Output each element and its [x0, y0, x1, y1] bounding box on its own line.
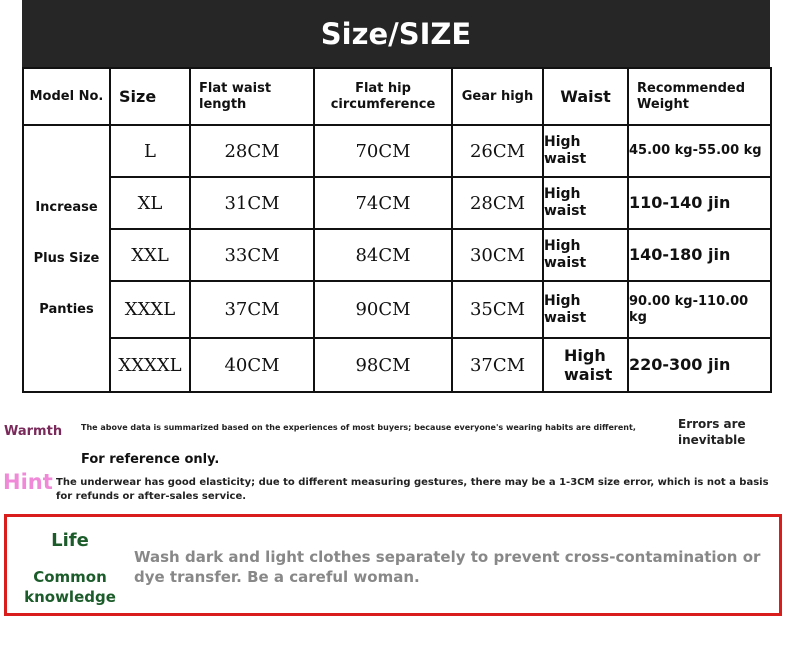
- waist-cell: High waist: [543, 338, 628, 392]
- table-row: [23, 125, 771, 177]
- size-cell: XL: [110, 177, 190, 229]
- size-cell: XXXXL: [110, 338, 190, 392]
- hint-text: The underwear has good elasticity; due to different measuring gestures, there may be a 1-3CM size error, which is not a basis for refunds or after-sales service.: [56, 477, 769, 502]
- model-line: Increase: [35, 200, 98, 215]
- size-cell: L: [110, 125, 190, 177]
- waist-length-cell: 31CM: [190, 177, 314, 229]
- weight-cell: 110-140 jin: [628, 177, 771, 229]
- size-cell: XXXL: [110, 281, 190, 338]
- table-row: [23, 338, 771, 392]
- table-header-row: [23, 68, 771, 125]
- hip-cell: 84CM: [314, 229, 452, 281]
- gear-cell: 30CM: [452, 229, 543, 281]
- waist-length-cell: 37CM: [190, 281, 314, 338]
- warmth-label: Warmth: [4, 424, 63, 439]
- size-table: [22, 67, 772, 393]
- table-row: [23, 281, 771, 338]
- waist-length-cell: 33CM: [190, 229, 314, 281]
- gear-cell: 35CM: [452, 281, 543, 338]
- header-size: Size: [110, 68, 190, 125]
- waist-cell: High waist: [543, 177, 628, 229]
- weight-cell: 220-300 jin: [628, 338, 771, 392]
- hint-label: Hint: [3, 470, 53, 494]
- header-gear-high: Gear high: [452, 68, 543, 125]
- waist-cell: High waist: [543, 281, 628, 338]
- model-cell: [23, 125, 110, 392]
- waist-length-cell: 40CM: [190, 338, 314, 392]
- life-subtitle: Common knowledge: [24, 568, 116, 606]
- header-waist: Waist: [543, 68, 628, 125]
- life-title: Life: [51, 530, 89, 551]
- model-line: Plus Size: [33, 251, 100, 266]
- header-model-no: Model No.: [23, 68, 110, 125]
- hip-cell: 74CM: [314, 177, 452, 229]
- table-row: [23, 177, 771, 229]
- errors-text: Errors are inevitable: [678, 417, 746, 447]
- size-cell: XXL: [110, 229, 190, 281]
- hip-cell: 90CM: [314, 281, 452, 338]
- size-chart-title: Size/SIZE: [22, 0, 770, 67]
- weight-cell: 90.00 kg-110.00 kg: [628, 281, 771, 338]
- warmth-text: The above data is summarized based on the experiences of most buyers; because everyone's wearing habits are different,: [81, 423, 636, 432]
- header-flat-waist-length: Flat waist length: [190, 68, 314, 125]
- gear-cell: 26CM: [452, 125, 543, 177]
- life-text: Wash dark and light clothes separately to prevent cross-contamination or dye transfer. Be a careful woman.: [134, 548, 761, 586]
- weight-cell: 140-180 jin: [628, 229, 771, 281]
- reference-text: For reference only.: [81, 452, 220, 467]
- header-recommended-weight: Recommended Weight: [628, 68, 771, 125]
- waist-cell: High waist: [543, 125, 628, 177]
- table-row: [23, 229, 771, 281]
- life-knowledge-box: [4, 514, 782, 616]
- waist-length-cell: 28CM: [190, 125, 314, 177]
- hip-cell: 70CM: [314, 125, 452, 177]
- model-line: Panties: [39, 302, 94, 317]
- header-flat-hip-circumference: Flat hip circumference: [314, 68, 452, 125]
- hip-cell: 98CM: [314, 338, 452, 392]
- gear-cell: 28CM: [452, 177, 543, 229]
- weight-cell: 45.00 kg-55.00 kg: [628, 125, 771, 177]
- gear-cell: 37CM: [452, 338, 543, 392]
- waist-cell: High waist: [543, 229, 628, 281]
